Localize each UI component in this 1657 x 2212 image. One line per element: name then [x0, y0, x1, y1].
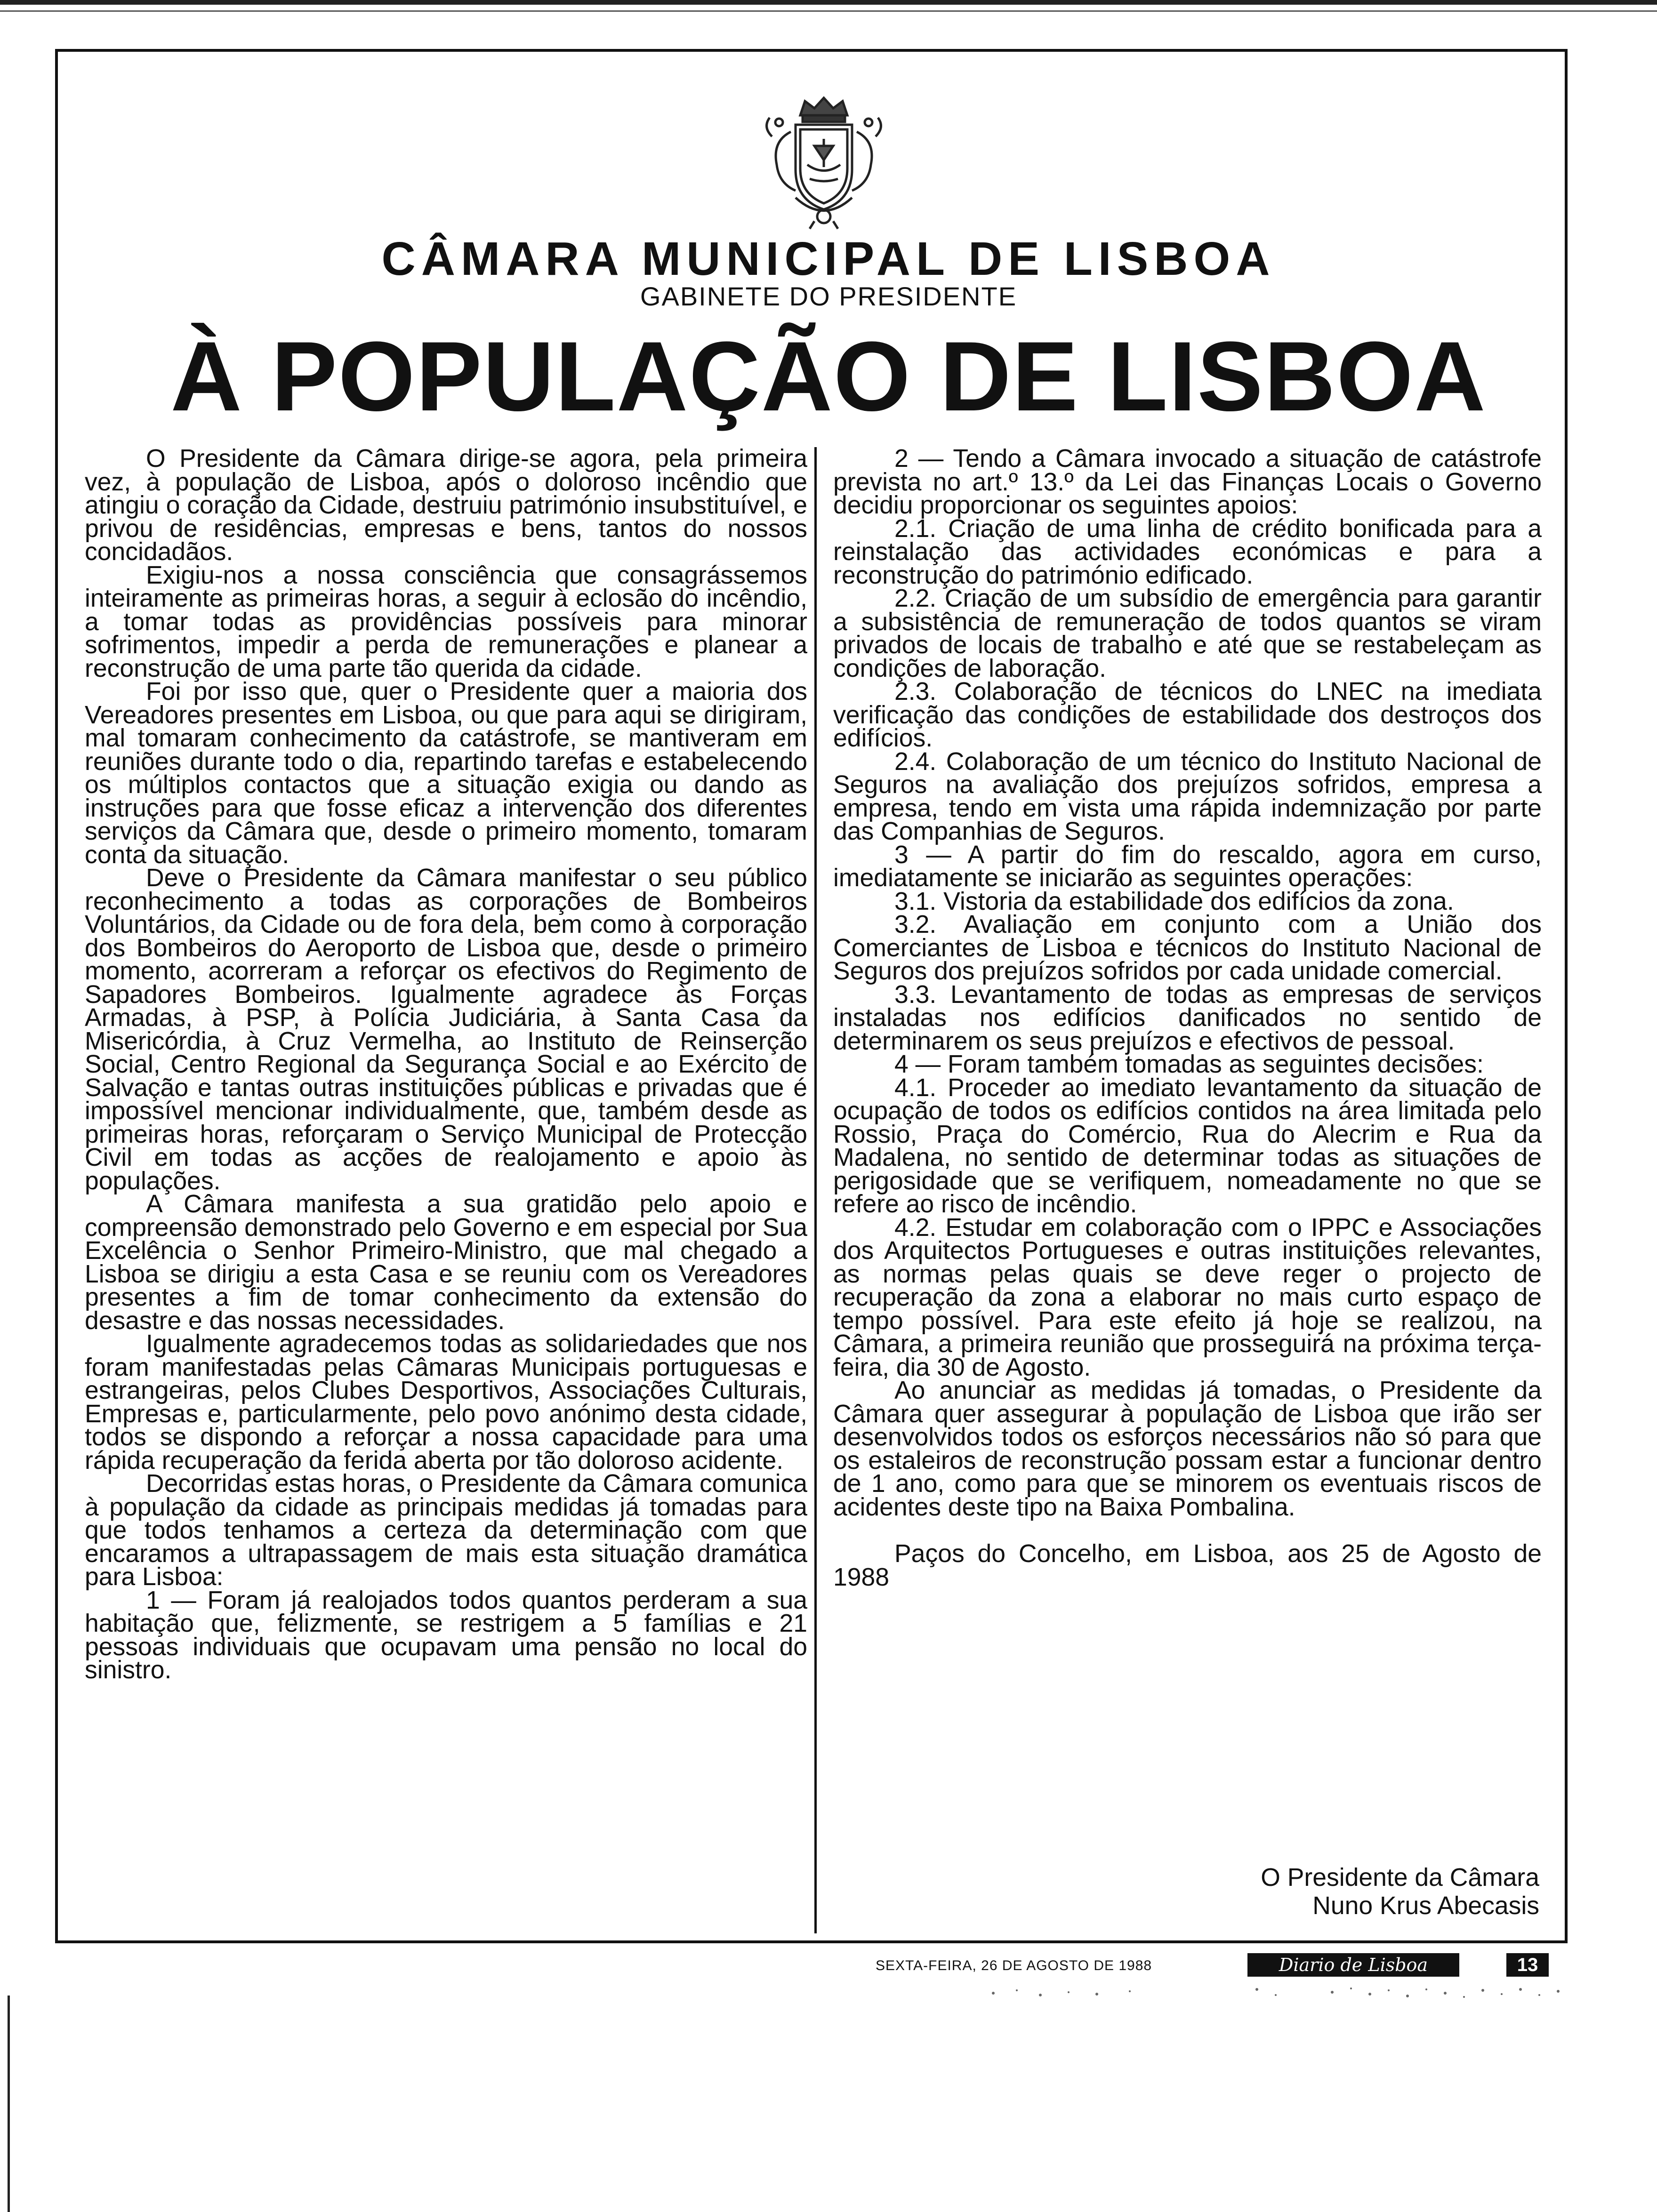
page-number: 13 — [1506, 1953, 1549, 1977]
signatory-title: O Presidente da Câmara — [1261, 1864, 1539, 1891]
paragraph: Ao anunciar as medidas já tomadas, o Presidente da Câmara quer assegurar à população de Lisboa que irão ser desenvolvidos todos os esforços necessários não só para que os estaleiros de reconstrução possam estar a funcionar dentro de 1 ano, como para que se minorem os eventuais riscos de acidentes deste tipo na Baixa Pombalina. — [833, 1377, 1542, 1521]
paragraph: A Câmara manifesta a sua gratidão pelo apoio e compreensão demonstrado pelo Governo e em especial por Sua Excelência o Senhor Primeiro-Ministro, que mal chegado a Lisboa se dirigiu a esta Casa e se reuniu com os Vereadores presentes a fim de tomar conhecimento da extensão do desastre e das nossas necessidades. — [85, 1190, 807, 1335]
newspaper-masthead: Diario de Lisboa — [1247, 1953, 1459, 1977]
paragraph: O Presidente da Câmara dirige-se agora, pela primeira vez, à população de Lisboa, após o doloroso incêndio que atingiu o coração da Cidade, destruiu património insubstituível, e privou de residências, empresas e bens, tantos do nossos concidadãos. — [85, 445, 807, 566]
department-subtitle: GABINETE DO PRESIDENTE — [640, 281, 1017, 311]
paragraph: 2.2. Criação de um subsídio de emergência para garantir a subsistência de remuneração de todos quantos se viram privados de locais de trabalho e até que se restabeleçam as condições de laboração. — [833, 585, 1542, 682]
paragraph: 4 — Foram também tomadas as seguintes decisões: — [894, 1050, 1484, 1078]
page-headline: À POPULAÇÃO DE LISBOA — [170, 321, 1487, 432]
print-noise — [974, 1984, 1577, 2003]
paragraph: 2.3. Colaboração de técnicos do LNEC na imediata verificação das condições de estabilidade dos destroços dos edifícios. — [833, 678, 1542, 752]
footer-date: SEXTA-FEIRA, 26 DE AGOSTO DE 1988 — [876, 1958, 1152, 1973]
paragraph: Igualmente agradecemos todas as solidariedades que nos foram manifestadas pelas Câmaras Municipais portuguesas e estrangeiras, pelos Clubes Desportivos, Associações Culturais, Empresas e, particularmente, pelo povo anónimo desta cidade, todos se dispondo a reforçar a nossa capacidade para uma rápida recuperação da ferida aberta por tão doloroso acidente. — [85, 1330, 807, 1475]
left-column — [85, 447, 807, 1930]
organization-title: CÂMARA MUNICIPAL DE LISBOA — [381, 232, 1276, 285]
top-rule-thin — [0, 10, 1657, 12]
signature-block — [1261, 1864, 1539, 1920]
paragraph: 4.2. Estudar em colaboração com o IPPC e Associações dos Arquitectos Portugueses e outras instituições relevantes, as normas pelas quais se deve reger o projecto de recuperação da zona a elaborar no mais curto espaço de tempo possível. Para este efeito já hoje se realizou, na Câmara, a primeira reunião que prosseguirá na próxima terça-feira, dia 30 de Agosto. — [833, 1213, 1542, 1381]
paragraph: 2.4. Colaboração de um técnico do Instituto Nacional de Seguros na avaliação dos prejuízos sofridos, empresa a empresa, tendo em vista uma rápida indemnização por parte das Companhias de Seguros. — [833, 747, 1542, 845]
lisbon-coat-of-arms-icon — [744, 89, 904, 231]
paragraph: Foi por isso que, quer o Presidente quer a maioria dos Vereadores presentes em Lisboa, ou que para aqui se dirigiram, mal tomaram conhecimento da catástrofe, se mantiveram em reuniões durante todo o dia, repartindo tarefas e estabelecendo os múltiplos contactos que a situação exigia ou dando as instruções para que fosse eficaz a intervenção dos diferentes serviços da Câmara que, desde o primeiro momento, tomaram conta da situação. — [85, 678, 807, 869]
paragraph: 2 — Tendo a Câmara invocado a situação de catástrofe prevista no art.º 13.º da Lei das Finanças Locais o Governo decidiu proporcionar os seguintes apoios: — [833, 445, 1542, 519]
scan-edge-mark — [8, 1996, 10, 2212]
paragraph: Exigiu-nos a nossa consciência que consagrássemos inteiramente as primeiras horas, a seguir à eclosão do incêndio, a tomar todas as providências possíveis para minorar sofrimentos, impedir a perda de remunerações e planear a reconstrução de uma parte tão querida da cidade. — [85, 561, 807, 682]
paragraph: Decorridas estas horas, o Presidente da Câmara comunica à população da cidade as principais medidas já tomadas para que todos tenhamos a certeza da determinação com que encaramos a ultrapassagem de mais esta situação dramática para Lisboa: — [85, 1470, 807, 1591]
paragraph: 1 — Foram já realojados todos quantos perderam a sua habitação que, felizmente, se restrigem a 5 famílias e 21 pessoas individuais que ocupavam uma pensão no local do sinistro. — [85, 1586, 807, 1684]
column-divider — [814, 447, 817, 1933]
paragraph: Deve o Presidente da Câmara manifestar o seu público reconhecimento a todas as corporações de Bombeiros Voluntários, da Cidade ou de fora dela, bem como à corporação dos Bombeiros do Aeroporto de Lisboa que, desde o primeiro momento, acorreram a reforçar os efectivos do Regimento de Sapadores Bombeiros. Igualmente agradece às Forças Armadas, à PSP, à Polícia Judiciária, à Santa Casa da Misericórdia, à Cruz Vermelha, ao Instituto de Reinserção Social, Centro Regional da Segurança Social e ao Exército de Salvação e tantas outras instituições públicas e privadas que é impossível mencionar individualmente, que, também desde as primeiras horas, reforçaram o Serviço Municipal de Protecção Civil em todas as acções de realojamento e apoio às populações. — [85, 864, 807, 1195]
top-rule — [0, 0, 1657, 5]
paragraph: 2.1. Criação de uma linha de crédito bonificada para a reinstalação das actividades económicas e para a reconstrução do património edificado. — [833, 514, 1542, 589]
paragraph: 3.1. Vistoria da estabilidade dos edifícios da zona. — [894, 887, 1454, 915]
paragraph: 3 — A partir do fim do rescaldo, agora em curso, imediatamente se iniciarão as seguintes operações: — [833, 841, 1542, 892]
signatory-name: Nuno Krus Abecasis — [1312, 1892, 1539, 1920]
paragraph: 4.1. Proceder ao imediato levantamento da situação de ocupação de todos os edifícios contidos na área limitada pelo Rossio, Praça do Comércio, Rua do Alecrim e Rua da Madalena, no sentido de determinar todas as situações de perigosidade que se verifiquem, nomeadamente no que se refere ao risco de incêndio. — [833, 1074, 1542, 1218]
paragraph: 3.2. Avaliação em conjunto com a União dos Comerciantes de Lisboa e técnicos do Instituto Nacional de Seguros dos prejuízos sofridos por cada unidade comercial. — [833, 911, 1542, 985]
right-column — [833, 447, 1542, 1906]
closing-dateline: Paços do Concelho, em Lisboa, aos 25 de Agosto de 1988 — [833, 1540, 1542, 1591]
paragraph: 3.3. Levantamento de todas as empresas de serviços instaladas nos edifícios danificados no sentido de determinarem os seus prejuízos e efectivos de pessoal. — [833, 980, 1542, 1055]
